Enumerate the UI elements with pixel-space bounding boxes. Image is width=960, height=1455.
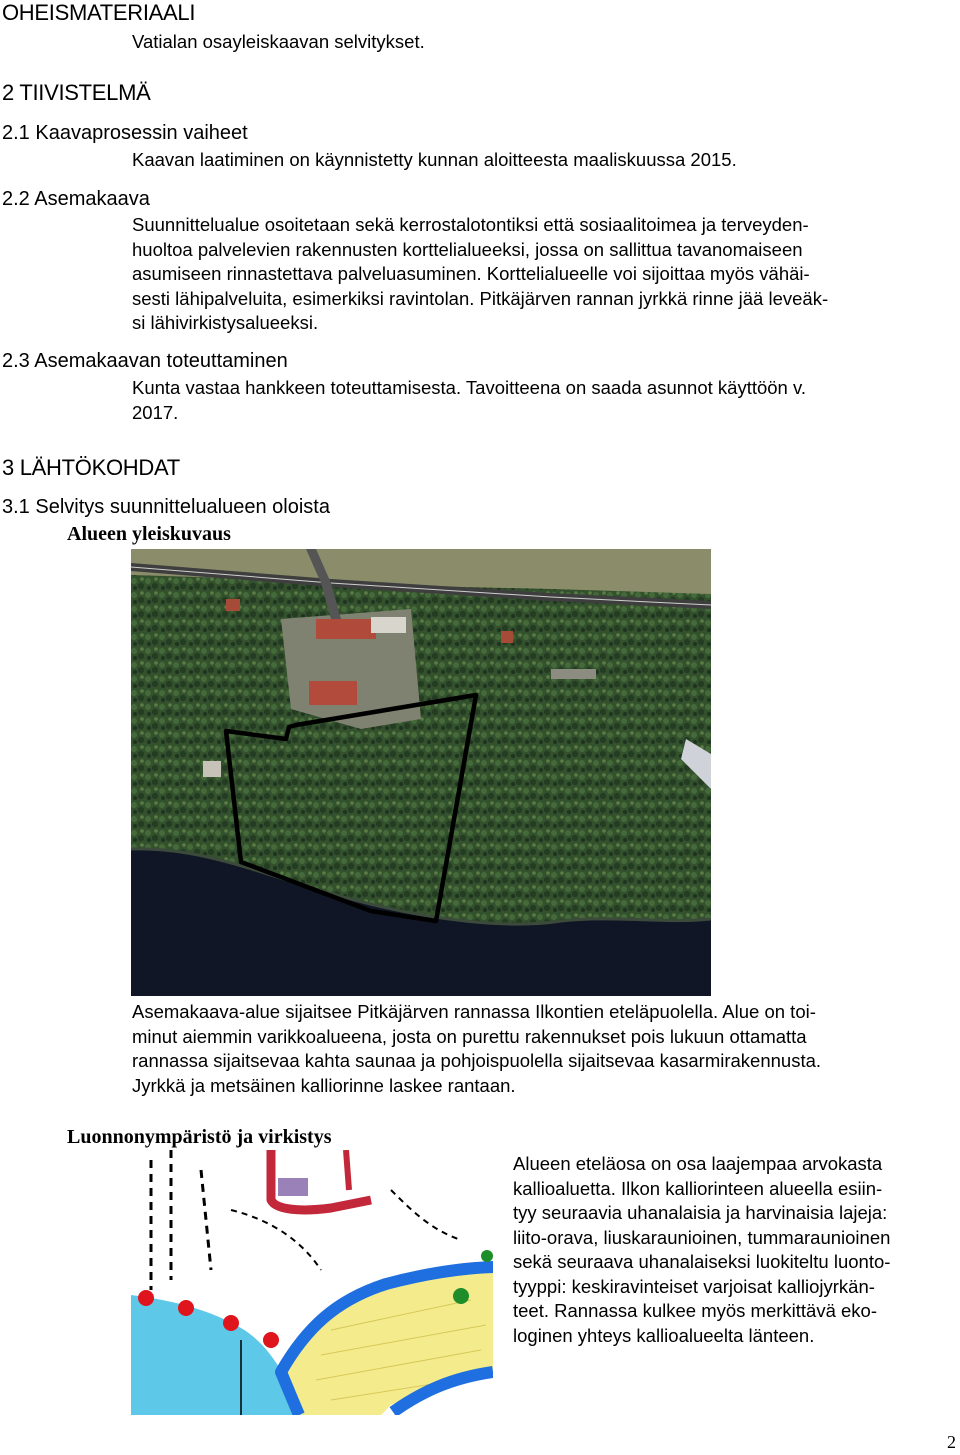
text-line: tyy seuraavia uhanalaisia ja harvinaisia lajeja: — [513, 1202, 888, 1223]
text-line: Kunta vastaa hankkeen toteuttamisesta. Tavoitteena on saada asunnot käyttöön v. — [132, 377, 806, 398]
section-2-3-heading: 2.3 Asemakaavan toteuttaminen — [2, 350, 288, 372]
text-line: kallioaluetta. Ilkon kalliorinteen alueella esiin- — [513, 1177, 883, 1199]
text-line: liito-orava, liuskaraunioinen, tummaraunioinen — [513, 1226, 891, 1248]
section-2-2-heading: 2.2 Asemakaava — [2, 188, 150, 210]
text-line: teet. Rannassa kulkee myös merkittävä eko- — [513, 1300, 877, 1321]
appendix-text: Vatialan osayleiskaavan selvitykset. — [132, 31, 425, 52]
nature-map — [131, 1150, 493, 1415]
nature-heading: Luonnonympäristö ja virkistys — [67, 1126, 332, 1148]
text-line: Asemakaava-alue sijaitsee Pitkäjärven rannassa Ilkontien eteläpuolella. Alue on toi- — [132, 1001, 816, 1022]
text-line: huoltoa palvelevien rakennusten korttelialueeksi, jossa on sallittua tavanomaiseen — [132, 238, 803, 260]
text-line: rannassa sijaitsevaa kahta saunaa ja pohjoispuolella sijaitsevaa kasarmirakennusta. — [132, 1050, 822, 1071]
section-2-1-heading: 2.1 Kaavaprosessin vaiheet — [2, 122, 248, 144]
nature-description — [513, 1152, 958, 1348]
text-line: 2017. — [132, 401, 179, 423]
section-3-1-heading: 3.1 Selvitys suunnittelualueen oloista — [2, 496, 330, 518]
text-line: tyyppi: keskiravinteiset varjoisat kalliojyrkän- — [513, 1275, 875, 1297]
section-2-3-paragraph — [132, 376, 956, 425]
text-line: Suunnittelualue osoitetaan sekä kerrostalotontiksi että sosiaalitoimea ja terveyden- — [132, 214, 809, 235]
aerial-photo — [131, 549, 711, 996]
text-line: asumiseen rinnastettava palveluasuminen. Korttelialueelle voi sijoittaa myös vähäi- — [132, 263, 810, 284]
aerial-photo-graphic — [131, 549, 711, 996]
overview-heading: Alueen yleiskuvaus — [67, 523, 231, 545]
text-line: Jyrkkä ja metsäinen kalliorinne laskee rantaan. — [132, 1074, 516, 1096]
text-line: sesti lähipalveluita, esimerkiksi ravintolan. Pitkäjärven rannan jyrkkä rinne jää leveäk- — [132, 287, 829, 309]
nature-map-graphic — [131, 1150, 493, 1415]
starting-points-heading: 3 LÄHTÖKOHDAT — [2, 455, 180, 480]
text-line: loginen yhteys kallioalueelta länteen. — [513, 1324, 815, 1346]
text-line: minut aiemmin varikkoalueena, josta on purettu rakennukset pois lukuun ottamatta — [132, 1025, 807, 1047]
text-line: si lähivirkistysalueeksi. — [132, 312, 319, 333]
summary-heading: 2 TIIVISTELMÄ — [2, 80, 151, 105]
text-line: sekä seuraava uhanalaiseksi luokiteltu luonto- — [513, 1251, 891, 1272]
text-line: Alueen eteläosa on osa laajempaa arvokasta — [513, 1153, 883, 1174]
appendix-heading: OHEISMATERIAALI — [2, 0, 196, 25]
aerial-description — [132, 1000, 956, 1098]
page-number: 2 — [947, 1432, 956, 1452]
section-2-1-text: Kaavan laatiminen on käynnistetty kunnan aloitteesta maaliskuussa 2015. — [132, 149, 737, 170]
section-2-2-paragraph — [132, 213, 956, 336]
